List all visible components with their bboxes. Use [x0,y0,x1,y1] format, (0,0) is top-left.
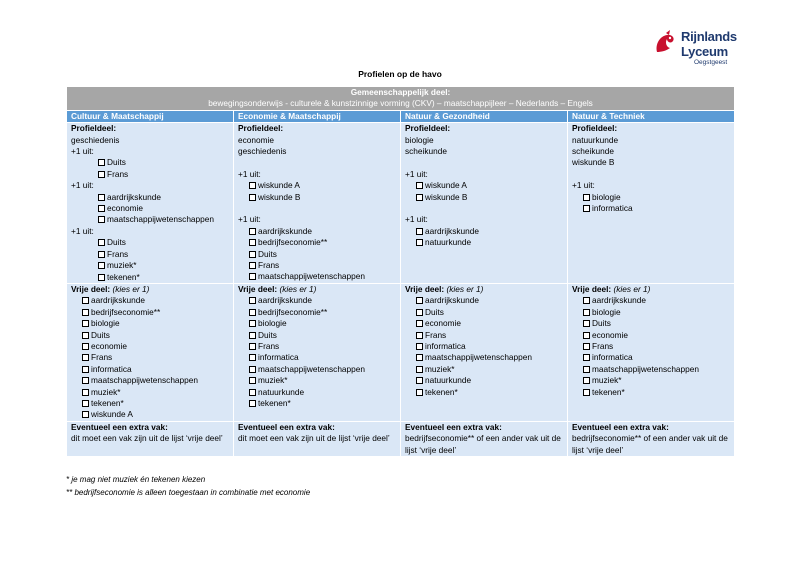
free-part-heading [572,284,730,295]
free-part-note: (kies er 1) [112,283,150,294]
logo-line-3: Oegstgeest [694,59,728,66]
choice-checkbox[interactable]: maatschappijwetenschappen [238,271,396,282]
free-checkbox[interactable]: natuurkunde [405,375,563,386]
free-part-em [234,283,401,421]
free-checkbox[interactable]: maatschappijwetenschappen [572,364,730,375]
footnote-2: ** bedrijfseconomie is alleen toegestaan in combinatie met economie [66,488,311,497]
free-checkbox[interactable]: maatschappijwetenschappen [405,352,563,363]
spacer [238,203,396,214]
free-checkbox[interactable]: aardrijkskunde [572,295,730,306]
footnote-1: * je mag niet muziek én tekenen kiezen [66,475,206,484]
choice-checkbox[interactable]: wiskunde A [238,180,396,191]
free-checkbox[interactable]: Frans [572,341,730,352]
profile-part-em [234,123,401,284]
profile-header-em: Economie & Maatschappij [234,110,401,122]
fixed-subject: wiskunde B [572,157,615,168]
fixed-subject: geschiedenis [238,146,287,157]
free-checkbox[interactable]: economie [405,318,563,329]
choice-checkbox[interactable]: informatica [572,203,730,214]
extra-nt [568,421,735,456]
choice-heading: +1 uit: [238,214,261,225]
free-checkbox[interactable]: informatica [238,352,396,363]
free-part-note: (kies er 1) [446,283,484,294]
choice-checkbox[interactable]: Frans [238,260,396,271]
free-checkbox[interactable]: biologie [238,318,396,329]
free-part-label: Vrije deel: [238,283,278,294]
choice-checkbox[interactable]: Duits [238,249,396,260]
footnotes [66,473,310,499]
extra-label: Eventueel een extra vak: [71,421,168,432]
choice-heading: +1 uit: [71,146,94,157]
free-part-cm [67,283,234,421]
profile-part-nt [568,123,735,284]
free-part-heading [405,284,563,295]
spacer [405,203,563,214]
choice-checkbox[interactable]: Frans [71,249,229,260]
extra-ng [401,421,568,456]
extra-text: bedrijfseconomie** of een ander vak uit de lijst ‘vrije deel’ [572,433,728,455]
free-part-heading [71,284,229,295]
choice-checkbox[interactable]: biologie [572,192,730,203]
free-checkbox[interactable]: informatica [71,364,229,375]
profile-header-nt: Natuur & Techniek [568,110,735,122]
extra-label: Eventueel een extra vak: [238,421,335,432]
free-checkbox[interactable]: tekenen* [71,398,229,409]
choice-checkbox[interactable]: economie [71,203,229,214]
extra-text: dit moet een vak zijn uit de lijst ‘vrije deel’ [238,433,390,444]
free-checkbox[interactable]: maatschappijwetenschappen [238,364,396,375]
choice-checkbox[interactable]: Duits [71,237,229,248]
choice-checkbox[interactable]: aardrijkskunde [405,226,563,237]
extra-label: Eventueel een extra vak: [405,421,502,432]
choice-checkbox[interactable]: Frans [71,169,229,180]
free-part-label: Vrije deel: [572,283,612,294]
free-checkbox[interactable]: Frans [238,341,396,352]
choice-checkbox[interactable]: aardrijkskunde [71,192,229,203]
choice-heading: +1 uit: [405,214,428,225]
common-heading: Gemeenschappelijk deel: [350,87,451,97]
spacer [405,157,563,168]
choice-checkbox[interactable]: Duits [71,157,229,168]
profile-part-label: Profieldeel: [405,123,451,134]
common-part-cell [67,87,735,111]
choice-heading: +1 uit: [572,180,595,191]
free-checkbox[interactable]: natuurkunde [238,387,396,398]
free-checkbox[interactable]: economie [71,341,229,352]
extra-text: dit moet een vak zijn uit de lijst ‘vrije deel’ [71,433,223,444]
fixed-subject: economie [238,134,274,145]
spacer [238,157,396,168]
common-row [67,87,735,111]
free-part-label: Vrije deel: [71,283,111,294]
choice-checkbox[interactable]: tekenen* [71,272,229,283]
free-checkbox[interactable]: tekenen* [238,398,396,409]
free-checkbox[interactable]: aardrijkskunde [71,295,229,306]
profile-header-cm: Cultuur & Maatschappij [67,110,234,122]
choice-checkbox[interactable]: maatschappijwetenschappen [71,214,229,225]
free-checkbox[interactable]: bedrijfseconomie** [238,307,396,318]
extra-label: Eventueel een extra vak: [572,421,669,432]
choice-checkbox[interactable]: natuurkunde [405,237,563,248]
page-title: Profielen op de havo [358,69,442,79]
free-checkbox[interactable]: aardrijkskunde [238,295,396,306]
free-checkbox[interactable]: Duits [572,318,730,329]
extra-text: bedrijfseconomie** of een ander vak uit de lijst ‘vrije deel’ [405,433,561,455]
profile-part-cm [67,123,234,284]
free-checkbox[interactable]: muziek* [238,375,396,386]
free-checkbox[interactable]: Frans [71,352,229,363]
logo-line-1: Rijnlands [681,29,737,44]
school-logo [652,27,762,71]
free-part-note: (kies er 1) [613,283,651,294]
free-checkbox[interactable]: Duits [405,307,563,318]
choice-checkbox[interactable]: muziek* [71,260,229,271]
profile-part-label: Profieldeel: [238,123,284,134]
free-checkbox[interactable]: muziek* [71,387,229,398]
fixed-subject: biologie [405,134,434,145]
choice-checkbox[interactable]: wiskunde A [405,180,563,191]
free-part-nt [568,283,735,421]
extra-row [67,421,735,456]
profile-header-ng: Natuur & Gezondheid [401,110,568,122]
extra-em [234,421,401,456]
fixed-subject: scheikunde [405,146,447,157]
free-checkbox[interactable]: biologie [71,318,229,329]
free-checkbox[interactable]: informatica [572,352,730,363]
choice-heading: +1 uit: [238,168,261,179]
profile-part-ng [401,123,568,284]
free-checkbox[interactable]: muziek* [405,364,563,375]
free-checkbox[interactable]: biologie [572,307,730,318]
extra-cm [67,421,234,456]
choice-checkbox[interactable]: bedrijfseconomie** [238,237,396,248]
profile-part-row [67,123,735,284]
free-checkbox[interactable]: muziek* [572,375,730,386]
choice-heading: +1 uit: [71,180,94,191]
free-checkbox[interactable]: Duits [71,330,229,341]
common-subjects: bewegingsonderwijs - culturele & kunstzinnige vorming (CKV) – maatschappijleer – Nederlands – Engels [208,98,593,109]
free-part-label: Vrije deel: [405,283,445,294]
free-checkbox[interactable]: tekenen* [405,387,563,398]
choice-checkbox[interactable]: aardrijkskunde [238,226,396,237]
free-part-note: (kies er 1) [279,283,317,294]
profiles-table [66,86,735,457]
choice-checkbox[interactable]: wiskunde B [405,192,563,203]
profile-header-row [67,110,735,122]
choice-checkbox[interactable]: wiskunde B [238,192,396,203]
free-checkbox[interactable]: bedrijfseconomie** [71,307,229,318]
rijnlands-mark-icon [652,30,678,56]
fixed-subject: scheikunde [572,146,614,157]
spacer [572,169,730,180]
free-checkbox[interactable]: Duits [238,330,396,341]
free-part-ng [401,283,568,421]
free-part-row [67,283,735,421]
free-checkbox[interactable]: wiskunde A [71,409,229,420]
free-checkbox[interactable]: economie [572,330,730,341]
choice-heading: +1 uit: [405,168,428,179]
free-checkbox[interactable]: tekenen* [572,387,730,398]
profile-part-label: Profieldeel: [71,123,117,134]
free-part-heading [238,284,396,295]
free-checkbox[interactable]: aardrijkskunde [405,295,563,306]
fixed-subject: geschiedenis [71,134,120,145]
free-checkbox[interactable]: maatschappijwetenschappen [71,375,229,386]
choice-heading: +1 uit: [71,225,94,236]
free-checkbox[interactable]: informatica [405,341,563,352]
free-checkbox[interactable]: Frans [405,330,563,341]
fixed-subject: natuurkunde [572,134,619,145]
logo-line-2: Lyceum [681,44,728,59]
profile-part-label: Profieldeel: [572,123,618,134]
